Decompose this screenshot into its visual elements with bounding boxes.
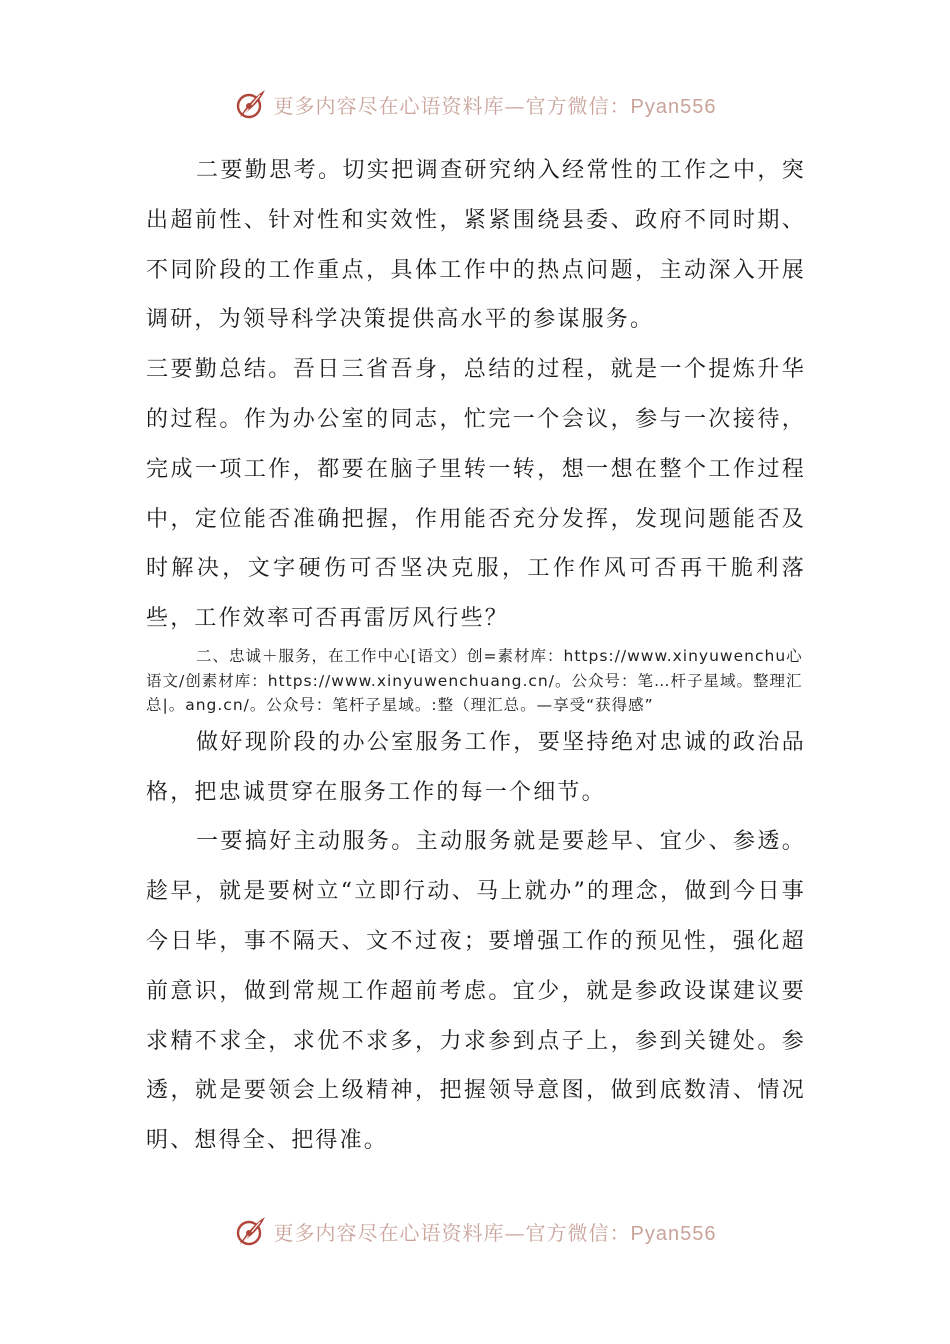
document-body xyxy=(146,146,806,1166)
header-banner xyxy=(0,84,950,124)
quill-logo-icon xyxy=(234,87,268,121)
paragraph-summarize: 三要勤总结。吾日三省吾身，总结的过程，就是一个提炼升华的过程。作为办公室的同志，忙完一个会议，参与一次接待，完成一项工作，都要在脑子里转一转，想一想在整个工作过程中，定位能否准确把握，作用能否充分发挥，发现问题能否及时解决，文字硬伤可否坚决克服，工作作风可否再干脆利落些，工作效率可否再雷厉风行些？ xyxy=(146,357,806,632)
banner-text: 更多内容尽在心语资料库—官方微信：Pyan556 xyxy=(273,1220,717,1245)
paragraph-active-service: 一要搞好主动服务。主动服务就是要趁早、宜少、参透。趁早，就是要树立“立即行动、马上就办”的理念，做到今日事今日毕，事不隔天、文不过夜；要增强工作的预见性，强化超前意识，做到常规工作超前考虑。宜少，就是参政设谋建议要求精不求全，求优不求多，力求参到点子上，参到关键处。参透，就是要领会上级精神，把握领导意图，做到底数清、情况明、想得全、把得准。 xyxy=(146,829,806,1154)
banner-text: 更多内容尽在心语资料库—官方微信：Pyan556 xyxy=(273,93,717,118)
paragraph-think: 二要勤思考。切实把调查研究纳入经常性的工作之中，突出超前性、针对性和实效性，紧紧围绕县委、政府不同时期、不同阶段的工作重点，具体工作中的热点问题，主动深入开展调研，为领导科学决策提供高水平的参谋服务。 xyxy=(146,158,806,333)
section-heading-note: 二、忠诚＋服务，在工作中心[语文）创=素材库：https://www.xinyuwenchu心语文/创素材库：https://www.xinyuwenchuang.cn/。公众号：笔…杆子星域。整理汇总|。ang.cn/。公众号：笔杆子星域。:整（理汇总。—享受“获得感” xyxy=(146,646,803,715)
footer-banner xyxy=(0,1211,950,1251)
quill-logo-icon xyxy=(234,1214,268,1248)
paragraph-loyalty: 做好现阶段的办公室服务工作，要坚持绝对忠诚的政治品格，把忠诚贯穿在服务工作的每一个细节。 xyxy=(146,729,806,805)
